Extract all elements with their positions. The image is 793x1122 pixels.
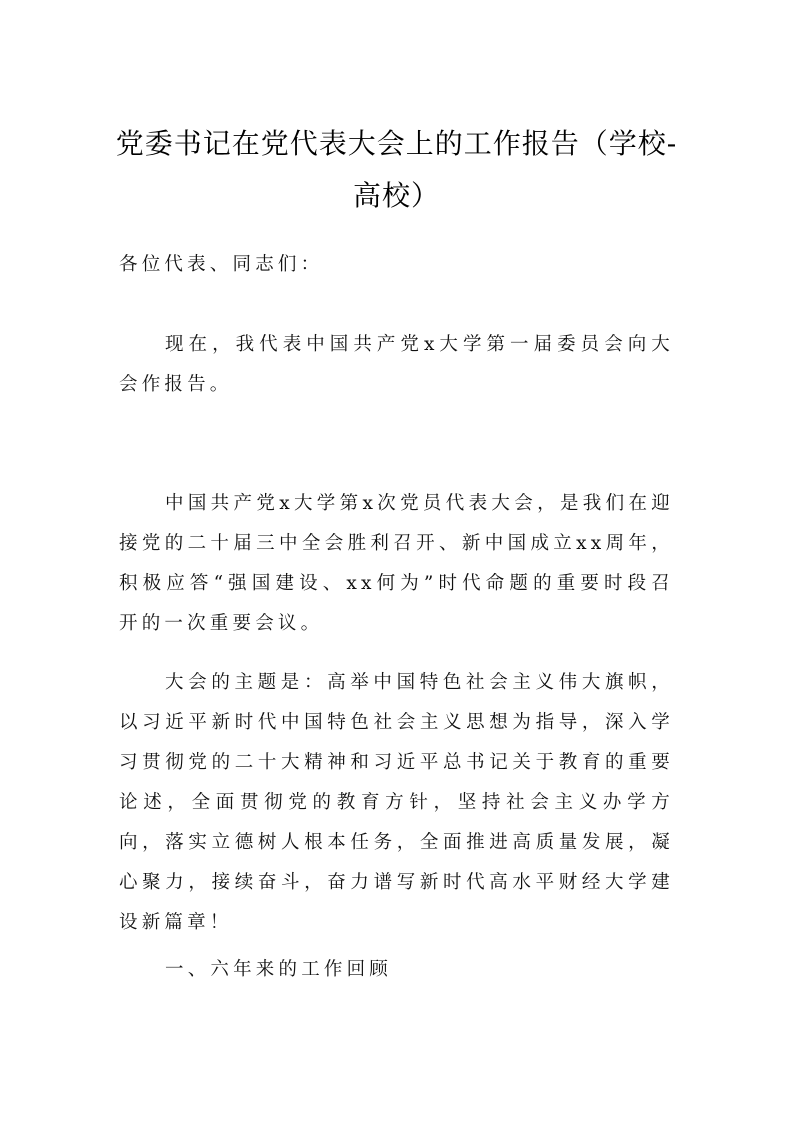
paragraph-report-intro: 现在，我代表中国共产党x大学第一届委员会向大会作报告。 xyxy=(119,334,674,395)
paragraph-congress-context: 中国共产党x大学第x次党员代表大会，是我们在迎接党的二十届三中全会胜利召开、新中国成立xx周年，积极应答“强国建设、xx何为”时代命题的重要时段召开的一次重要会议。 xyxy=(119,493,674,634)
document-title: 党委书记在党代表大会上的工作报告（学校-高校） xyxy=(115,127,678,212)
paragraph-congress-theme: 大会的主题是：高举中国特色社会主义伟大旗帜，以习近平新时代中国特色社会主义思想为指导，深入学习贯彻党的二十大精神和习近平总书记关于教育的重要论述，全面贯彻党的教育方针，坚持社会主义办学方向，落实立德树人根本任务，全面推进高质量发展，凝心聚力，接续奋斗，奋力谱写新时代高水平财经大学建设新篇章！ xyxy=(119,672,674,933)
salutation: 各位代表、同志们： xyxy=(119,254,324,275)
section-heading: 一、六年来的工作回顾 xyxy=(165,959,393,980)
